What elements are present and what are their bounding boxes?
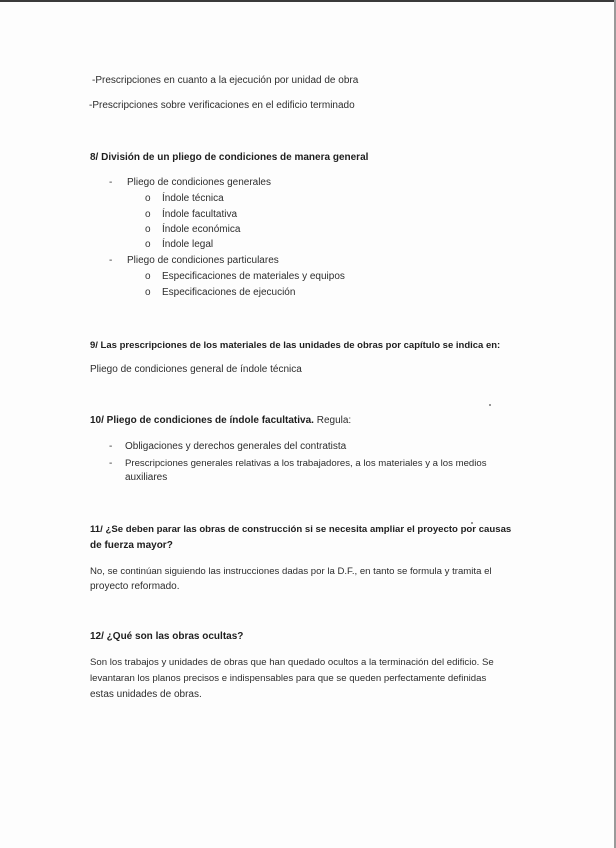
scan-top-edge	[0, 0, 616, 2]
scan-speck	[489, 404, 491, 406]
q12-answer-line-1: Son los trabajos y unidades de obras que han quedado ocultos a la terminación del edificio. Se	[90, 657, 494, 668]
q8-general-item: Índole económica	[162, 224, 241, 235]
circle-bullet: o	[145, 287, 151, 298]
q8-general-item: Índole técnica	[162, 193, 224, 204]
circle-bullet: o	[145, 209, 151, 220]
q10-item-continuation: auxiliares	[125, 472, 168, 483]
q8-general-item: Índole facultativa	[162, 209, 238, 220]
q10-item: Obligaciones y derechos generales del contratista	[125, 441, 347, 452]
circle-bullet: o	[145, 193, 151, 204]
q8-general-item: Índole legal	[162, 239, 214, 250]
dash-bullet: -	[109, 441, 113, 452]
dash-bullet: -	[109, 177, 113, 188]
q12-answer-line-2: levantaran los planos precisos e indispensables para que se queden perfectamente definidas	[90, 673, 487, 684]
intro-line-2: -Prescripciones sobre verificaciones en el edificio terminado	[89, 100, 355, 111]
q11-heading-line-2: de fuerza mayor?	[90, 540, 173, 551]
q10-heading-suffix: Regula:	[313, 415, 352, 426]
q8-general-label: Pliego de condiciones generales	[127, 177, 271, 188]
q11-answer-line-1: No, se continúan siguiendo las instrucciones dadas por la D.F., en tanto se formula y tramita el	[90, 566, 492, 577]
q10-heading-line	[90, 414, 351, 427]
q8-heading: 8/ División de un pliego de condiciones de manera general	[90, 152, 369, 163]
q9-heading: 9/ Las prescripciones de los materiales de las unidades de obras por capítulo se indica en:	[90, 340, 501, 351]
dash-bullet: -	[109, 255, 113, 266]
intro-line-1: -Prescripciones en cuanto a la ejecución por unidad de obra	[92, 75, 359, 86]
q12-heading: 12/ ¿Qué son las obras ocultas?	[90, 631, 244, 642]
q11-answer-line-2: proyecto reformado.	[90, 581, 180, 592]
q10-item: Prescripciones generales relativas a los trabajadores, a los materiales y a los medios	[125, 458, 487, 469]
q8-particular-item: Especificaciones de materiales y equipos	[162, 271, 345, 282]
q10-heading: 10/ Pliego de condiciones de índole facultativa.	[90, 415, 314, 426]
q11-heading-line-1: 11/ ¿Se deben parar las obras de construcción si se necesita ampliar el proyecto por causas	[90, 524, 512, 535]
circle-bullet: o	[145, 239, 151, 250]
circle-bullet: o	[145, 224, 151, 235]
q9-answer: Pliego de condiciones general de índole técnica	[90, 364, 302, 375]
q8-particular-label: Pliego de condiciones particulares	[127, 255, 279, 266]
q8-particular-item: Especificaciones de ejecución	[162, 287, 296, 298]
circle-bullet: o	[145, 271, 151, 282]
q12-answer-line-3: estas unidades de obras.	[90, 689, 202, 700]
dash-bullet: -	[109, 458, 113, 469]
